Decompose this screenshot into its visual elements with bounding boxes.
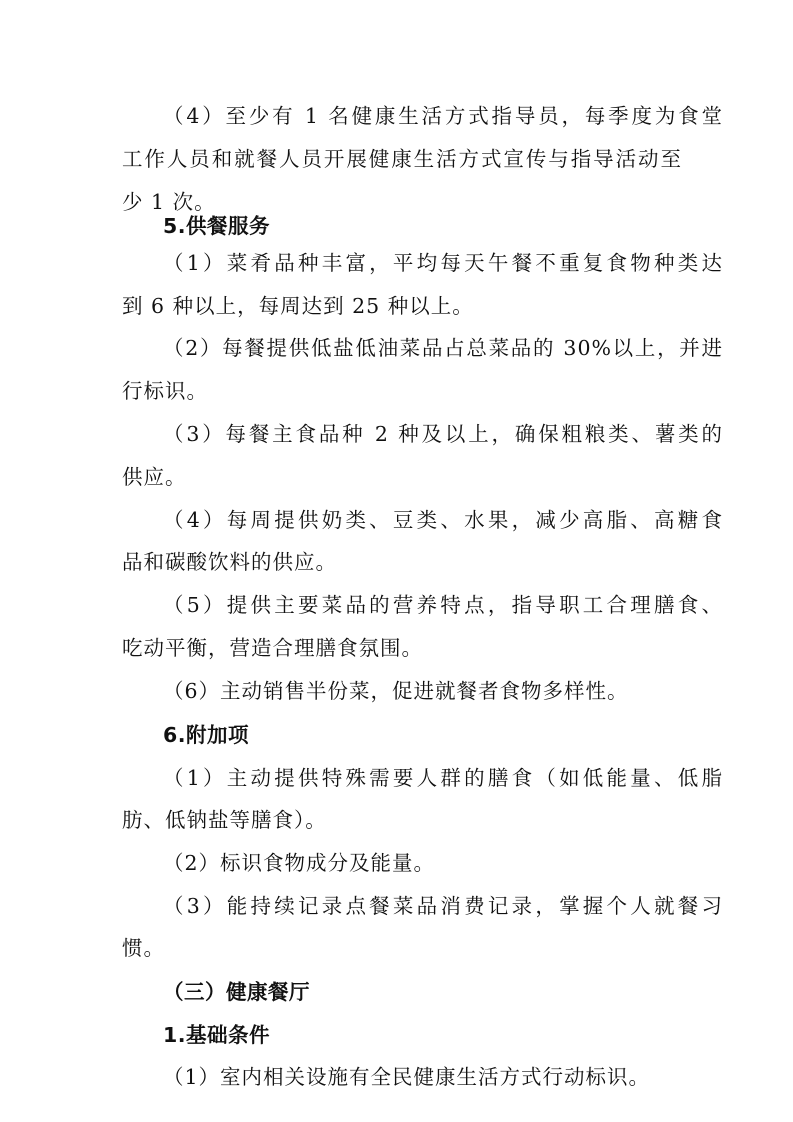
paragraph-line: （1）菜肴品种丰富，平均每天午餐不重复食物种类达 <box>163 251 723 275</box>
paragraph-line: 行标识。 <box>122 379 208 403</box>
paragraph-line: （4）每周提供奶类、豆类、水果，减少高脂、高糖食 <box>163 508 723 532</box>
paragraph-line: 惯。 <box>122 936 165 960</box>
section-heading-additional-items: 6.附加项 <box>163 723 250 747</box>
paragraph-line: （5）提供主要菜品的营养特点，指导职工合理膳食、 <box>163 593 723 617</box>
paragraph-line: 到 6 种以上，每周达到 25 种以上。 <box>122 294 474 318</box>
paragraph-line: （4）至少有 1 名健康生活方式指导员，每季度为食堂 <box>163 104 723 128</box>
section-heading-basic-conditions: 1.基础条件 <box>163 1023 271 1047</box>
paragraph-line: （2）标识食物成分及能量。 <box>163 851 436 875</box>
paragraph-line: 品和碳酸饮料的供应。 <box>122 550 337 574</box>
paragraph-line: 工作人员和就餐人员开展健康生活方式宣传与指导活动至 <box>122 147 682 171</box>
paragraph-line: （6）主动销售半份菜，促进就餐者食物多样性。 <box>163 679 629 703</box>
paragraph-line: （2）每餐提供低盐低油菜品占总菜品的 30%以上，并进 <box>163 336 723 360</box>
section-heading-healthy-restaurant: （三）健康餐厅 <box>163 980 310 1004</box>
paragraph-line: 肪、低钠盐等膳食）。 <box>122 808 327 832</box>
paragraph-line: （3）能持续记录点餐菜品消费记录，掌握个人就餐习 <box>163 894 723 918</box>
paragraph-line: （1）室内相关设施有全民健康生活方式行动标识。 <box>163 1065 651 1089</box>
paragraph-line: 少 1 次。 <box>122 190 216 214</box>
paragraph-line: 供应。 <box>122 465 187 489</box>
paragraph-line: （1）主动提供特殊需要人群的膳食（如低能量、低脂 <box>163 766 723 790</box>
paragraph-line: 吃动平衡，营造合理膳食氛围。 <box>122 636 423 660</box>
paragraph-line: （3）每餐主食品种 2 种及以上，确保粗粮类、薯类的 <box>163 422 723 446</box>
section-heading-supply-service: 5.供餐服务 <box>163 214 271 238</box>
